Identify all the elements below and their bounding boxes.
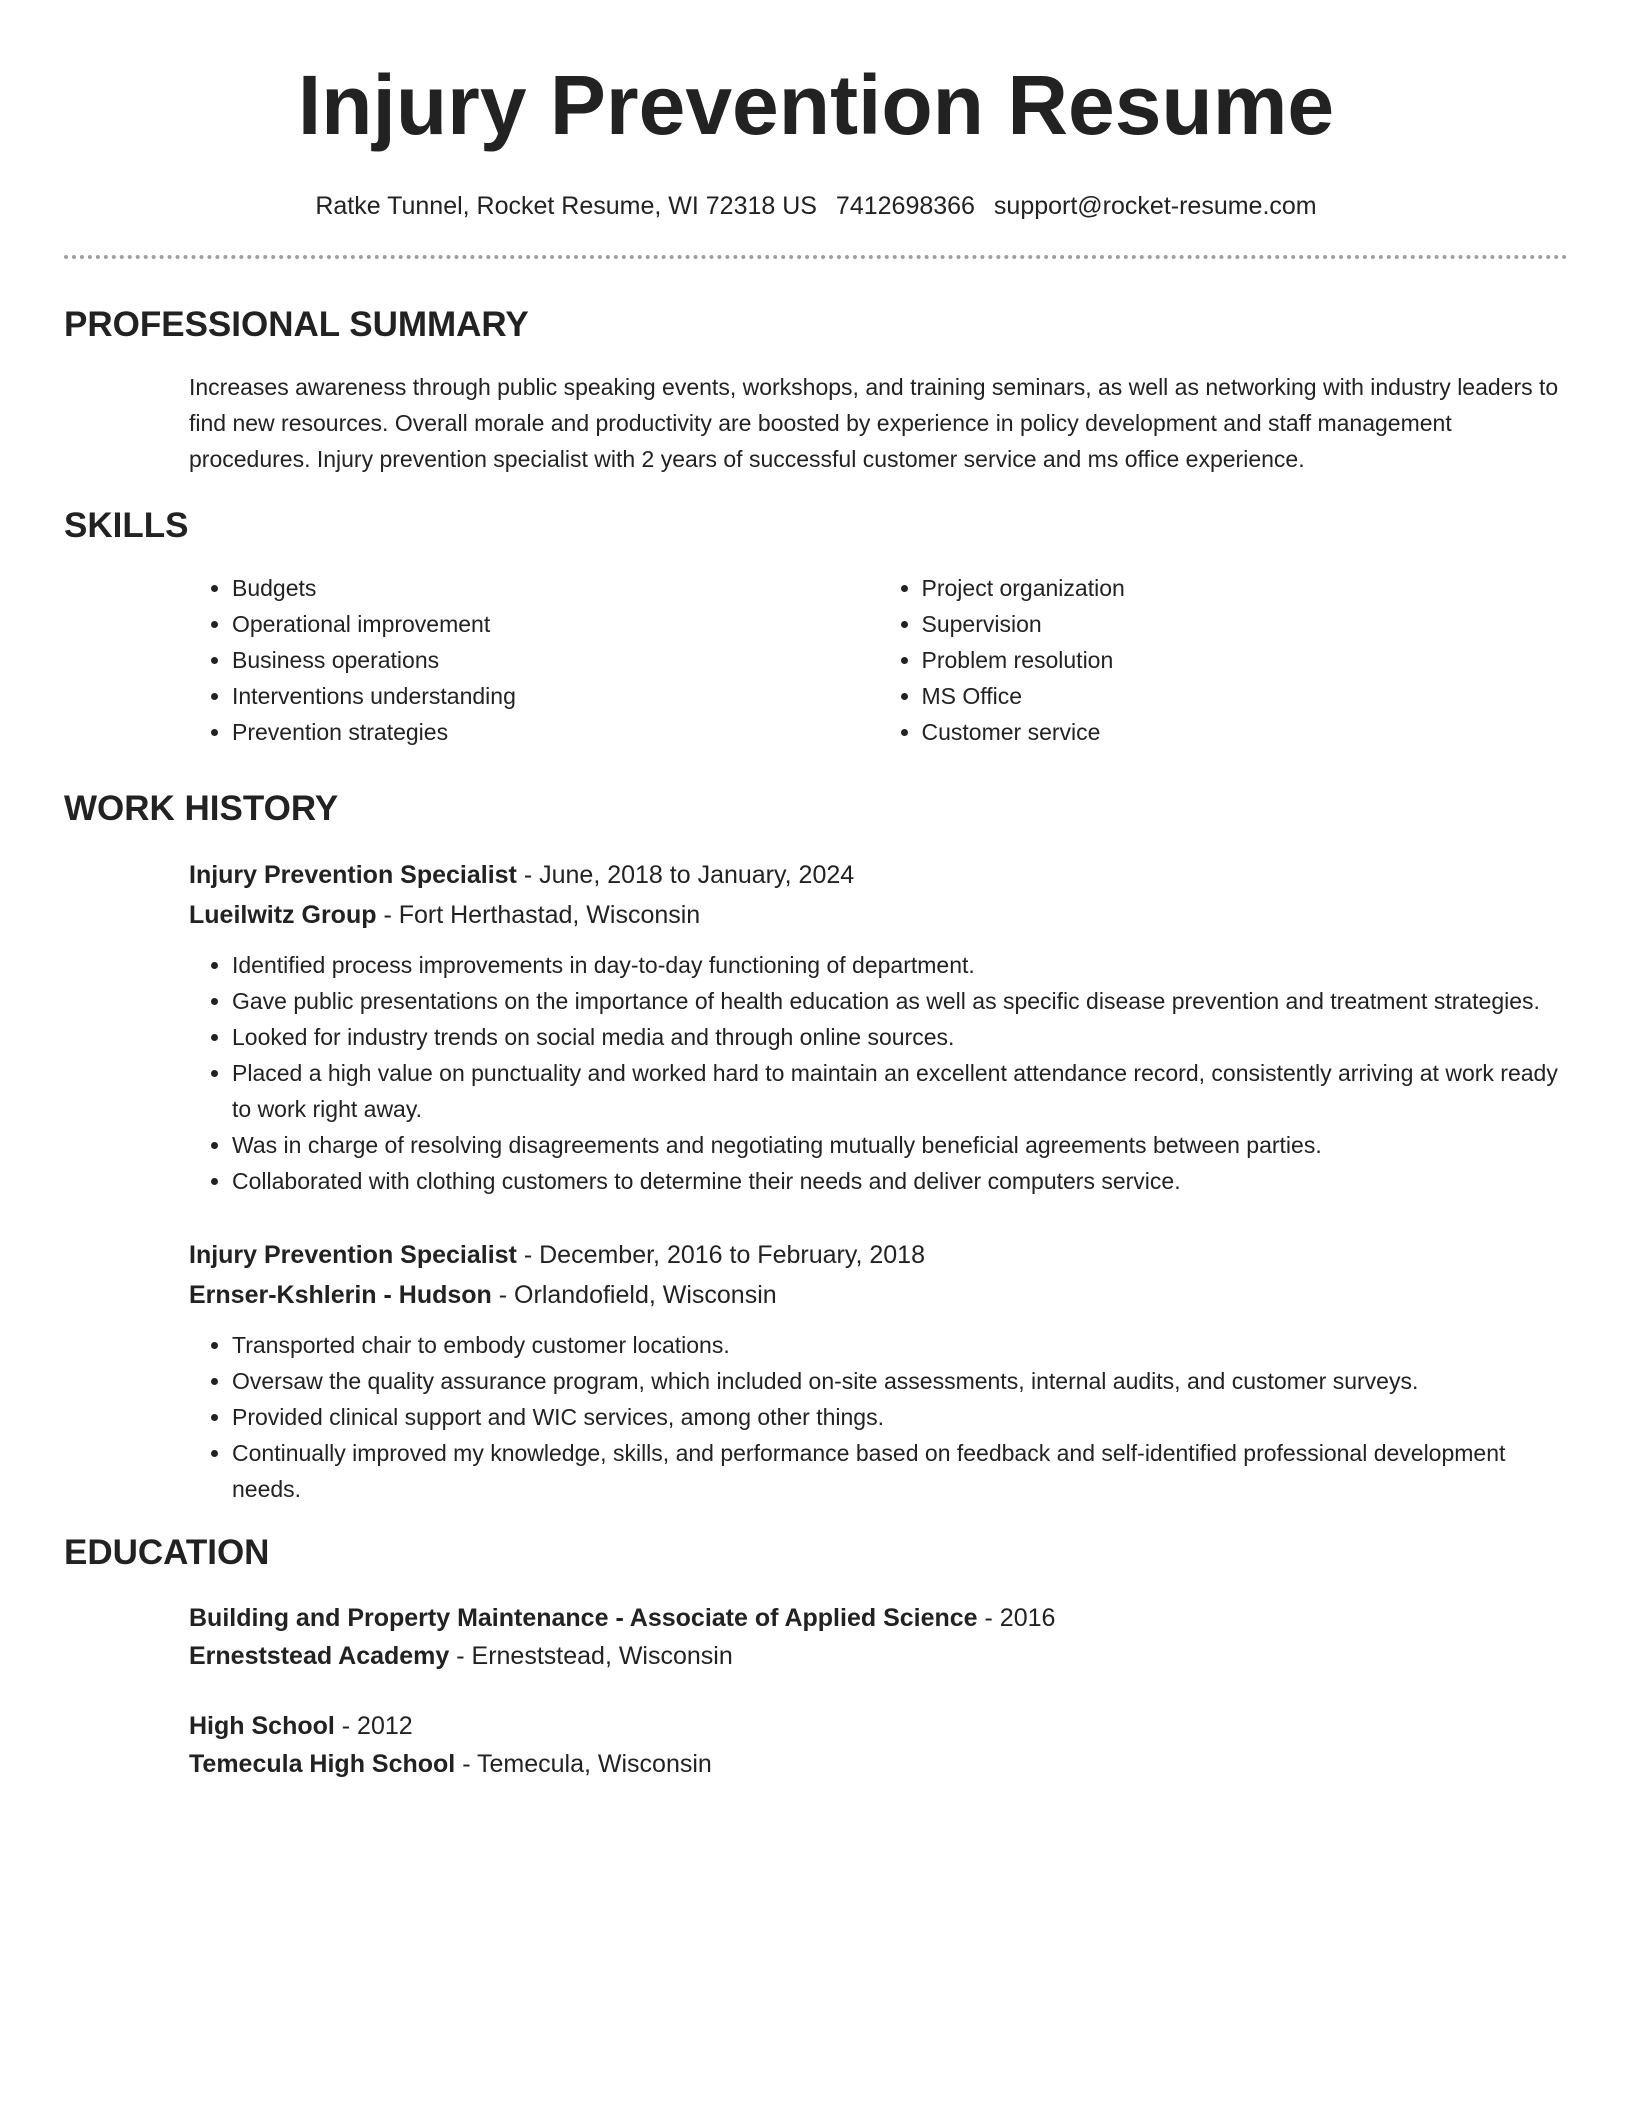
education-location: - Erneststead, Wisconsin [449, 1642, 733, 1670]
education-degree: High School [189, 1712, 335, 1740]
education-entry [189, 1707, 1568, 1783]
job-company: Ernser-Kshlerin - Hudson [189, 1281, 492, 1309]
education-degree-line [189, 1599, 1568, 1637]
skill-item: • Business operations [232, 642, 879, 678]
education-school-line [189, 1745, 1568, 1783]
skill-item: • MS Office [922, 678, 1569, 714]
job-bullet: • Gave public presentations on the importance of health education as well as specific disease prevention and treatment strategies. [232, 983, 1568, 1019]
education-year: - 2012 [334, 1712, 413, 1740]
education-school: Erneststead Academy [189, 1642, 450, 1670]
job-company: Lueilwitz Group [189, 901, 377, 929]
skills-column-left [189, 570, 879, 750]
summary-section [64, 303, 1568, 477]
education-degree-line [189, 1707, 1568, 1745]
skill-item: • Supervision [922, 606, 1569, 642]
job-location: - Fort Herthastad, Wisconsin [376, 901, 701, 929]
work-history-heading: WORK HISTORY [64, 789, 339, 828]
education-school: Temecula High School [189, 1750, 456, 1778]
job-title-line [189, 855, 1568, 895]
job-company-line [189, 895, 1568, 935]
education-year: - 2016 [977, 1604, 1056, 1632]
skills-section [64, 504, 1568, 750]
job-bullet: • Collaborated with clothing customers to determine their needs and deliver computers service. [232, 1163, 1568, 1199]
job-bullet: • Was in charge of resolving disagreements and negotiating mutually beneficial agreements between parties. [232, 1127, 1568, 1163]
job-dates: - December, 2016 to February, 2018 [516, 1241, 925, 1269]
job-bullet: • Looked for industry trends on social media and through online sources. [232, 1019, 1568, 1055]
job-bullets [189, 1327, 1568, 1507]
job-bullet: • Placed a high value on punctuality and worked hard to maintain an excellent attendance record, consistently arriving at work ready to work right away. [232, 1055, 1568, 1127]
header-divider [64, 255, 1568, 259]
skill-item: • Budgets [232, 570, 879, 606]
skill-item: • Interventions understanding [232, 678, 879, 714]
skill-item: • Prevention strategies [232, 714, 879, 750]
summary-heading: PROFESSIONAL SUMMARY [64, 305, 529, 344]
job-title-line [189, 1235, 1568, 1275]
job-role: Injury Prevention Specialist [189, 1241, 517, 1269]
contact-phone: 7412698366 [835, 192, 975, 220]
education-entry [189, 1599, 1568, 1675]
job-entry [189, 1235, 1568, 1507]
summary-text: Increases awareness through public speaking events, workshops, and training seminars, as well as networking with industry leaders to find new resources. Overall morale and productivity are boosted by experience in policy development and staff management procedures. Injury prevention specialist with 2 years of successful customer service and ms office experience. [189, 374, 1559, 472]
job-bullet: • Transported chair to embody customer locations. [232, 1327, 1568, 1363]
job-dates: - June, 2018 to January, 2024 [516, 861, 855, 889]
job-entry [189, 855, 1568, 1199]
education-school-line [189, 1637, 1568, 1675]
job-bullet: • Oversaw the quality assurance program, which included on-site assessments, internal audits, and customer surveys. [232, 1363, 1568, 1399]
contact-address: Ratke Tunnel, Rocket Resume, WI 72318 US [315, 192, 817, 220]
job-bullet: • Provided clinical support and WIC services, among other things. [232, 1399, 1568, 1435]
education-heading: EDUCATION [64, 1533, 270, 1572]
education-location: - Temecula, Wisconsin [455, 1750, 712, 1778]
education-degree: Building and Property Maintenance - Associate of Applied Science [189, 1604, 978, 1632]
job-bullet: • Identified process improvements in day-to-day functioning of department. [232, 947, 1568, 983]
contact-line [64, 191, 1568, 221]
job-bullet: • Continually improved my knowledge, skills, and performance based on feedback and self-identified professional development needs. [232, 1435, 1568, 1507]
skills-grid [189, 570, 1568, 750]
skill-item: • Operational improvement [232, 606, 879, 642]
job-bullets [189, 947, 1568, 1199]
education-section [64, 1531, 1568, 1783]
skill-item: • Problem resolution [922, 642, 1569, 678]
job-role: Injury Prevention Specialist [189, 861, 517, 889]
resume-title: Injury Prevention Resume [297, 58, 1335, 152]
skills-column-right [879, 570, 1569, 750]
job-location: - Orlandofield, Wisconsin [491, 1281, 777, 1309]
contact-email[interactable]: support@rocket-resume.com [993, 192, 1317, 220]
skills-heading: SKILLS [64, 506, 189, 545]
skill-item: • Customer service [922, 714, 1569, 750]
skill-item: • Project organization [922, 570, 1569, 606]
job-company-line [189, 1275, 1568, 1315]
work-history-section [64, 787, 1568, 1507]
